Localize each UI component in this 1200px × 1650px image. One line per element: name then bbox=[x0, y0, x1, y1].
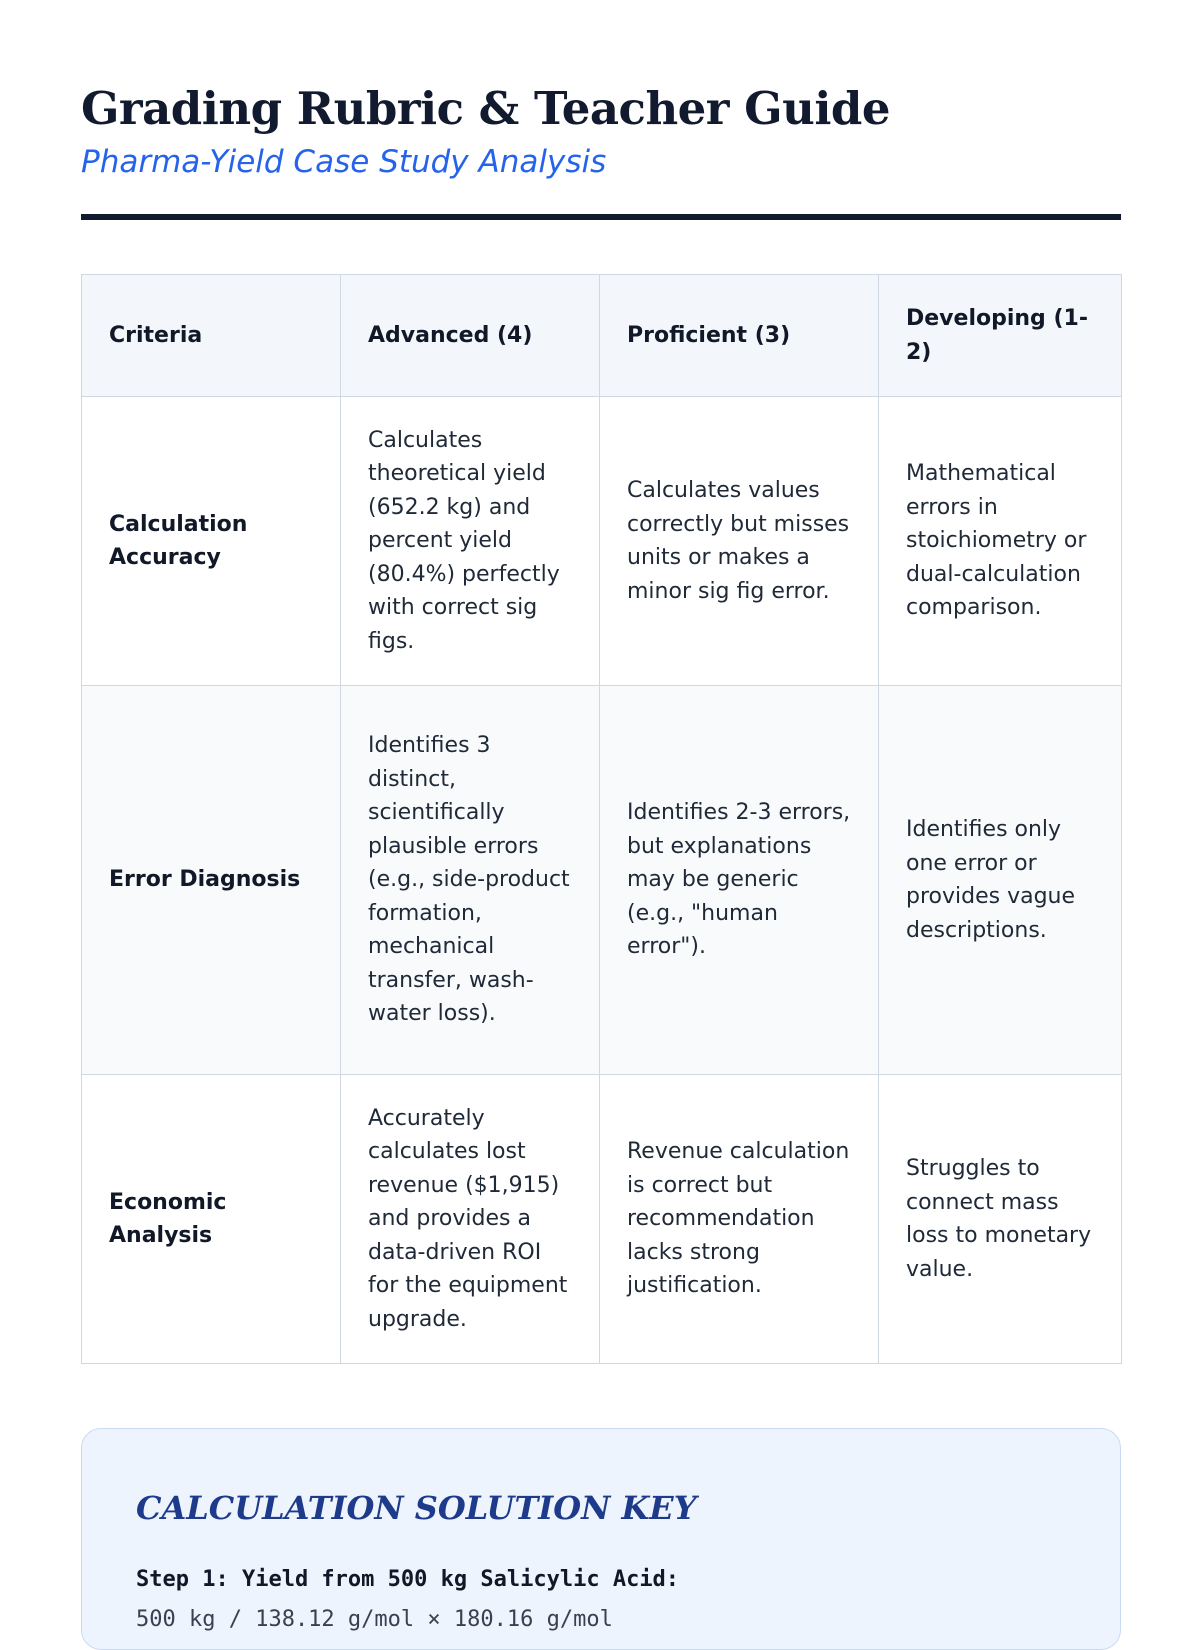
column-header-advanced: Advanced (4) bbox=[341, 275, 600, 397]
proficient-cell: Calculates values correctly but misses units or makes a minor sig fig error. bbox=[600, 397, 879, 686]
solution-key-panel bbox=[81, 1428, 1121, 1650]
page-subtitle: Pharma-Yield Case Study Analysis bbox=[81, 144, 607, 180]
criteria-cell: Calculation Accuracy bbox=[82, 397, 341, 686]
solution-step-label: Step 1: Yield from 500 kg Salicylic Acid: bbox=[136, 1567, 680, 1592]
page-title: Grading Rubric & Teacher Guide bbox=[81, 82, 891, 135]
table-row bbox=[82, 1075, 1122, 1364]
developing-cell: Mathematical errors in stoichiometry or dual-calculation comparison. bbox=[879, 397, 1122, 686]
solution-key-heading: CALCULATION SOLUTION KEY bbox=[136, 1489, 697, 1527]
column-header-developing: Developing (1-2) bbox=[879, 275, 1122, 397]
rubric-header-row bbox=[82, 275, 1122, 397]
column-header-criteria: Criteria bbox=[82, 275, 341, 397]
developing-cell: Identifies only one error or provides vague descriptions. bbox=[879, 686, 1122, 1075]
rubric-table bbox=[81, 274, 1122, 1364]
table-row bbox=[82, 397, 1122, 686]
criteria-cell: Error Diagnosis bbox=[82, 686, 341, 1075]
proficient-cell: Revenue calculation is correct but recommendation lacks strong justification. bbox=[600, 1075, 879, 1364]
solution-step-detail: 500 kg / 138.12 g/mol × 180.16 g/mol bbox=[136, 1607, 613, 1632]
table-row bbox=[82, 686, 1122, 1075]
title-divider bbox=[81, 214, 1121, 220]
column-header-proficient: Proficient (3) bbox=[600, 275, 879, 397]
advanced-cell: Accurately calculates lost revenue ($1,915) and provides a data-driven ROI for the equipment upgrade. bbox=[341, 1075, 600, 1364]
advanced-cell: Identifies 3 distinct, scientifically plausible errors (e.g., side-product formation, mechanical transfer, wash-water loss). bbox=[341, 686, 600, 1075]
advanced-cell: Calculates theoretical yield (652.2 kg) and percent yield (80.4%) perfectly with correct sig figs. bbox=[341, 397, 600, 686]
criteria-cell: Economic Analysis bbox=[82, 1075, 341, 1364]
developing-cell: Struggles to connect mass loss to monetary value. bbox=[879, 1075, 1122, 1364]
proficient-cell: Identifies 2-3 errors, but explanations may be generic (e.g., "human error"). bbox=[600, 686, 879, 1075]
